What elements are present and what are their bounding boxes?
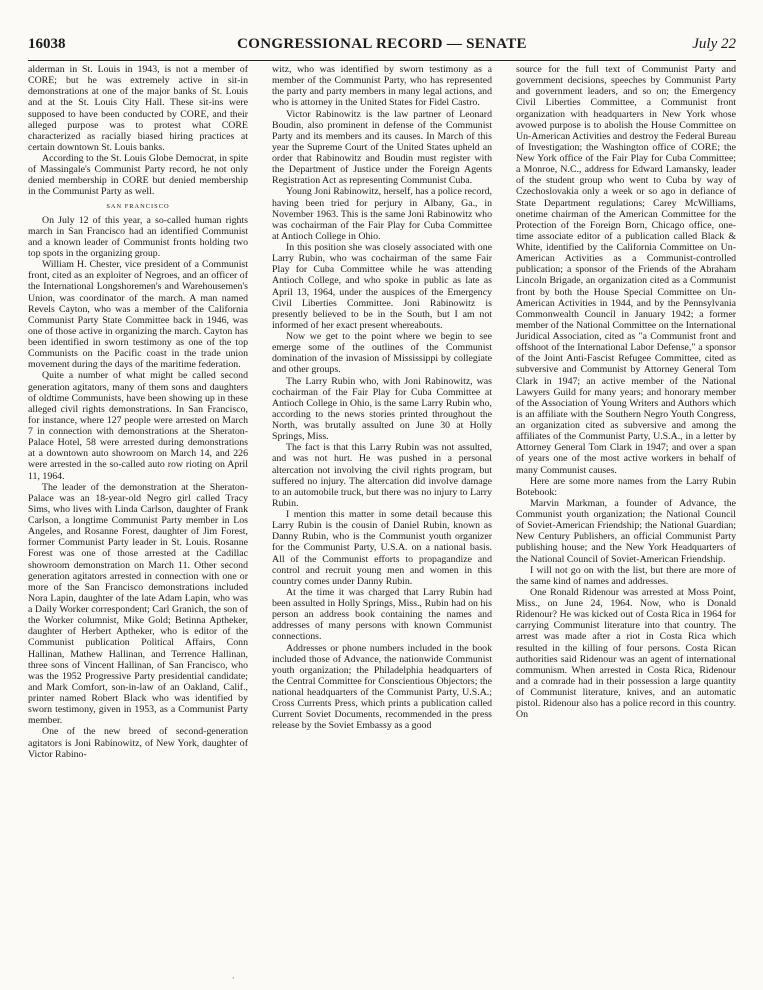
header-rule	[28, 60, 736, 61]
paragraph: William H. Chester, vice president of a Communist front, cited as an exploiter of Negroes, and an officer of the International Longshoremen's and Warehousemen's Union, was coordinator of the march. A man named Revels Cayton, who was a member of the California Communist Party State Committee back in 1946, was one of those active in organizing the march. Cayton has been identified in sworn testimony as one of the top Communists on the Pacific coast in the trade union movement during the days of the maritime federation.	[28, 259, 248, 371]
paragraph: Marvin Markman, a founder of Advance, the Communist youth organization; the National Council of Soviet-American Friendship; the National Guardian; New Century Publishers, an official Communist Party publishing house; and the New York Headquarters of the National Council of Soviet-American Friendship.	[516, 497, 736, 565]
paragraph: Addresses or phone numbers included in the book included those of Advance, the nationwide Communist youth organization; the Philadelphia headquarters of the Central Committee for Conscientious Objectors; the national headquarters of the Communist Party, U.S.A.; Cross Currents Press, which prints a publication called Current Soviet Documents, recommended in the press release by the Soviet Embassy as a good	[272, 642, 492, 732]
paragraph: At the time it was charged that Larry Rubin had been assulted in Holly Springs, Miss., Rubin had on his person an address book containing the names and addresses of many persons with known Communist connections.	[272, 586, 492, 643]
paragraph: source for the full text of Communist Party and government decisions, speeches by Communist Party and government leaders, and so on; the Emergency Civil Liberties Committee, a Communist front organization with headquarters in New York whose avowed purpose is to abolish the House Committee on Un-American Activities and destroy the Federal Bureau of Investigation; the Washington office of CORE; the New York office of the Fair Play for Cuba Committee; a Monroe, N.C., address for Edward Lamansky, leader of the student group who went to Cuba by way of Czechoslovakia only a week or so ago in defiance of State Department regulations; Carey McWilliams, onetime chairman of the American Committee for the Protection of the Foreign Born, Chicago office, one-time associate editor of a publication called Black & White, identified by the California Committee on Un-American Activities as a Communist-controlled publication; a sponsor of the Friends of the Abraham Lincoln Brigade, an organization cited as a Communist front by both the House Special Committee on Un-American Activities in 1944, and by the Pennsylvania Commonwealth Council in January 1942; a former member of the National Committee on the International Juridical Association, cited as "a Communist front and offshoot of the International Labor Defense," a sponsor of the Joint Anti-Fascist Refugee Committee, cited as subversive and Communist by Attorney General Tom Clark in 1947; an active member of the National Lawyers Guild for many years; and honorary member of the Association of Young Writers and Authors which is an affiliate with the Southern Negro Youth Congress, an organization cited as subversive and among the affiliates of the Communist Party, U.S.A., in a letter by Attorney General Tom Clark in 1947; and over a span of years one of the most active workers in behalf of many Communist causes.	[516, 64, 736, 476]
paragraph: According to the St. Louis Globe Democrat, in spite of Massingale's Communist Party record, he not only denied membership in CORE but denied membership in the Communist Party as well.	[28, 153, 248, 198]
paragraph: I mention this matter in some detail because this Larry Rubin is the cousin of Daniel Rubin, known as Danny Rubin, who is the Communist youth organizer for the Communist Party, U.S.A. on a national basis. All of the Communist efforts to propagandize and control and recruit young men and women in this country comes under Danny Rubin.	[272, 509, 492, 587]
page-header	[28, 32, 736, 58]
column-3	[516, 64, 736, 964]
section-subhead: SAN FRANCISCO	[106, 202, 170, 210]
journal-title: CONGRESSIONAL RECORD — SENATE	[237, 36, 527, 52]
paragraph: One of the new breed of second-generation agitators is Joni Rabinowitz, of New York, daughter of Victor Rabino-	[28, 726, 248, 760]
paragraph: The Larry Rubin who, with Joni Rabinowitz, was cochairman of the Fair Play for Cuba Committee at Antioch College in Ohio, is the same Larry Rubin who, according to the news stories printed throughout the North, was brutally assulted on June 30 at Holly Springs, Miss.	[272, 375, 492, 443]
scan-speck: ·	[232, 974, 235, 983]
column-2	[272, 64, 492, 964]
paragraph: One Ronald Ridenour was arrested at Moss Point, Miss., on June 24, 1964. Now, who is Donald Ridenour? He was kicked out of Costa Rica in 1964 for carrying Communist literature into that country. The arrest was made after a riot in Costa Rica which resulted in the killing of four persons. Costa Rican authorities said Ridenour was an agent of international communism. When arrested in Costa Rica, Ridenour and a comrade had in their possession a large quantity of Communist literature, knives, and an automatic pistol. Ridenour also has a police record in this country. On	[516, 586, 736, 721]
paragraph: Young Joni Rabinowitz, herself, has a police record, having been tried for perjury in Albany, Ga., in November 1963. This is the same Joni Rabinowitz who was cochairman of the Fair Play for Cuba Committee at Antioch College in Ohio.	[272, 186, 492, 242]
paragraph: The leader of the demonstration at the Sheraton-Palace was an 18-year-old Negro girl called Tracy Sims, who lives with Linda Carlson, daughter of Frank Carlson, a longtime Communist Party member in Los Angeles, and Rosanne Forest, daughter of Jim Forest, former Communist Party leader in St. Louis. Rosanne Forest was one of those arrested at the Cadillac showroom demonstration on March 11. Other second generation agitators arrested in connection with one or more of the San Francisco demonstrations included Nora Lapin, daughter of the late Adam Lapin, who was a Daily Worker correspondent; Carl Granich, the son of the Worker columnist, Mike Gold; Betinna Aptheker, daughter of Herbert Aptheker, who is editor of the Communist publication Political Affairs, Conn Hallinan, Mathew Hallinan, and Terrence Hallinan, three sons of Vincent Hallinan, of San Francisco, who was the 1952 Progressive Party presidential candidate; and Mark Comfort, son-in-law of an Oakland, Calif., printer named Robert Black who was identified by sworn testimony, given in 1953, as a Communist Party member.	[28, 481, 248, 727]
paragraph: In this position she was closely associated with one Larry Rubin, who was cochairman of the same Fair Play for Cuba Committee while he was attending Antioch College, and who spoke in public as late as April 13, 1964, under the auspices of the Emergency Civil Liberties Committee. Joni Rabinowitz is presently believed to be in the South, but I am not informed of her exact present whereabouts.	[272, 242, 492, 331]
paragraph: The fact is that this Larry Rubin was not assulted, and was not hurt. He was pushed in a personal altercation not involving the civil rights program, but suffered no injury. The altercation did involve damage to an automobile truck, but there was no injury to Larry Rubin.	[272, 442, 492, 509]
paragraph: Here are some more names from the Larry Rubin Botebook:	[516, 475, 736, 498]
page-number: 16038	[28, 36, 66, 52]
paragraph: Quite a number of what might be called second generation agitators, many of them sons and daughters of oldtime Communists, have been showing up in these alleged civil rights demonstrations. In San Francisco, for instance, where 127 people were arrested on March 7 in connection with demonstrations at the Sheraton-Palace Hotel, 58 were arrested during demonstrations at a downtown auto showroom on March 14, and 226 were arrested in the so-called auto row rioting on April 11, 1964.	[28, 370, 248, 482]
paragraph: Victor Rabinowitz is the law partner of Leonard Boudin, also prominent in defense of the Communist Party and its members and its causes. In March of this year the Supreme Court of the United States upheld an order that Rabinowitz and Boudin must register with the Department of Justice under the Foreign Agents Registration Act as representing Communist Cuba.	[272, 108, 492, 187]
paragraph: On July 12 of this year, a so-called human rights march in San Francisco had an identified Communist and a known leader of Communist fronts holding two top spots in the organizing group.	[28, 214, 248, 259]
paragraph: I will not go on with the list, but there are more of the same kind of names and addresses.	[516, 564, 736, 587]
paragraph: Now we get to the point where we begin to see emerge some of the outlines of the Communist domination of the invasion of Mississippi by collegiate and other groups.	[272, 331, 492, 376]
paragraph: witz, who was identified by sworn testimony as a member of the Communist Party, who has represented the party and party members in many legal actions, and who is attorney in the United States for Fidel Castro.	[272, 64, 492, 109]
issue-date: July 22	[692, 36, 736, 52]
column-1	[28, 64, 248, 964]
paragraph: alderman in St. Louis in 1943, is not a member of CORE; but he was extremely active in sit-in demonstrations at one of the major banks of St. Louis and at the St. Louis City Hall. These sit-ins were supposed to have been conducted by CORE, and their alleged purpose was to protest what CORE characterized as racially biased hiring practices at certain downtown St. Louis banks.	[28, 64, 248, 153]
